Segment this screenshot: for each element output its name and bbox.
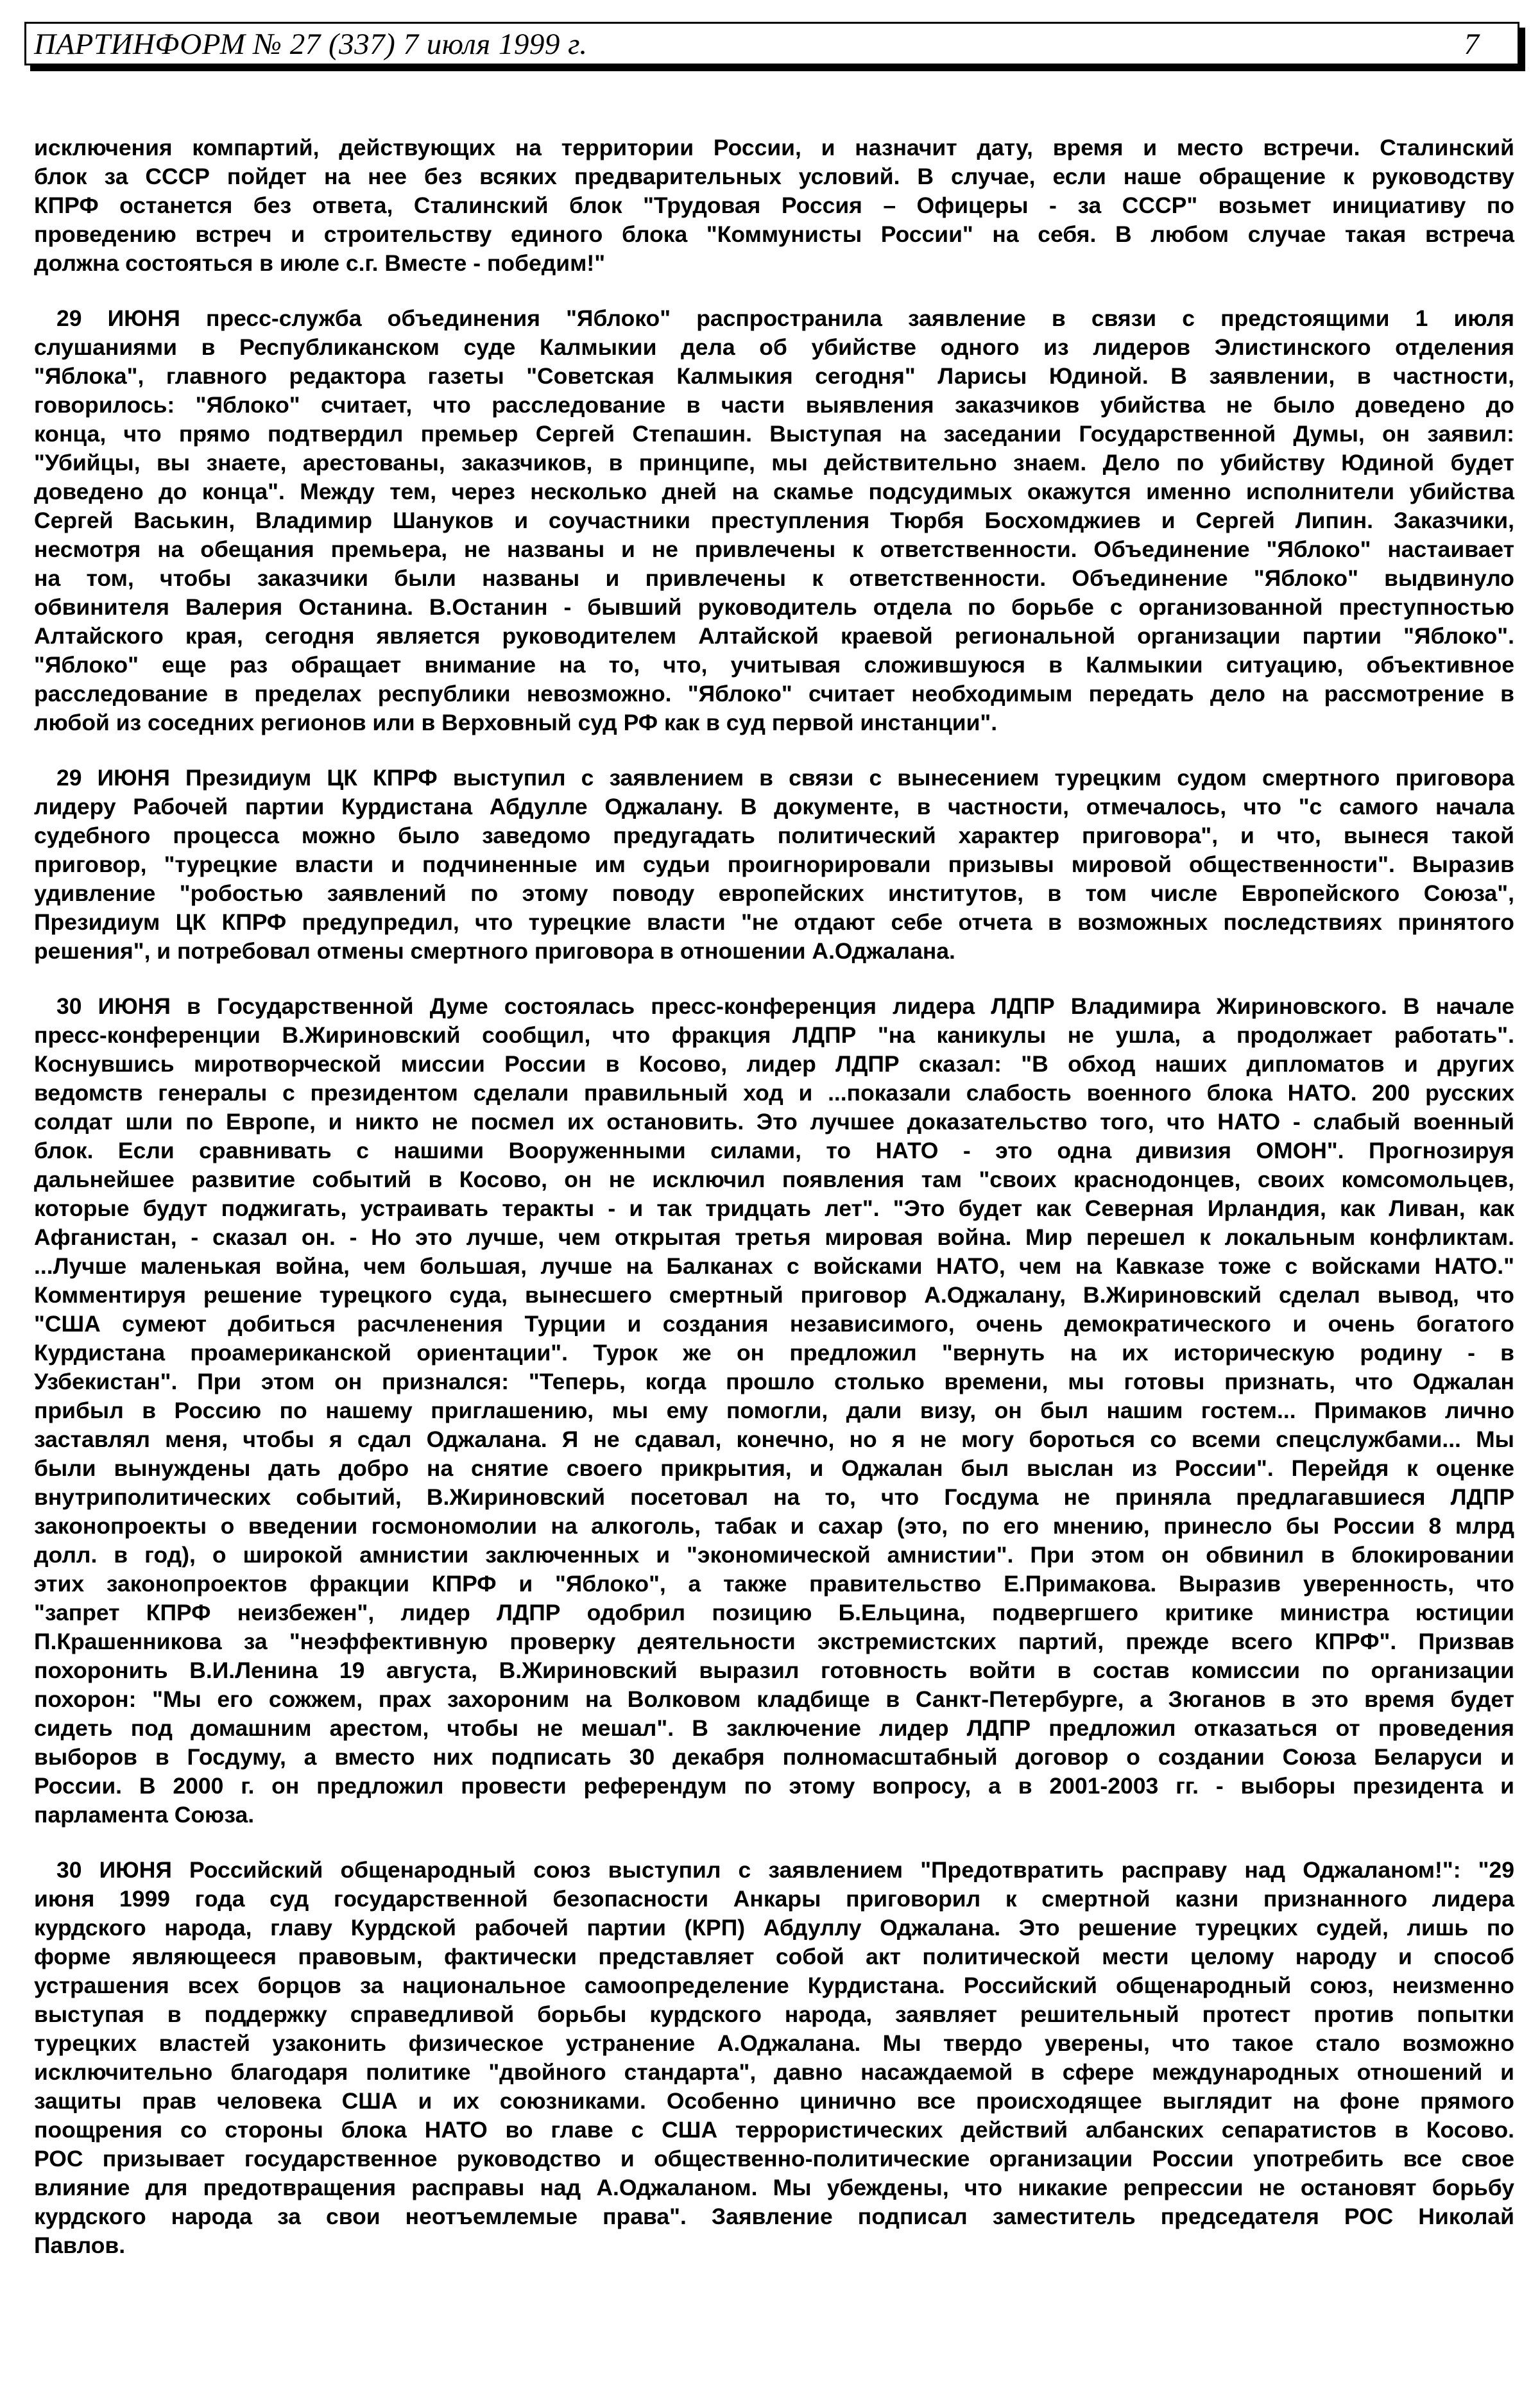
text-line: конца, что прямо подтвердил премьер Сергей Степашин. Выступая на заседании Государственной Думы, он заявил:: [34, 421, 1514, 447]
text-line: похорон: "Мы его сожжем, прах захороним на Волковом кладбище в Санкт-Петербурге, а Зюганов в это время будет: [34, 1686, 1514, 1712]
text-line: 30 ИЮНЯ Российский общенародный союз выступил с заявлением "Предотвратить расправу над Оджаланом!": "29: [56, 1857, 1514, 1883]
text-line: долл. в год), о широкой амнистии заключенных и "экономической амнистии". При этом он обвинил в блокировании: [34, 1542, 1514, 1568]
text-line: Коснувшись миротворческой миссии России в Косово, лидер ЛДПР сказал: "В обход наших дипломатов и других: [34, 1051, 1514, 1077]
text-line: блок за СССР пойдет на нее без всяких предварительных условий. В случае, если наше обращение к руководству: [34, 164, 1514, 189]
text-line: турецких властей узаконить физическое устранение А.Оджалана. Мы твердо уверены, что такое стало возможно: [34, 2030, 1514, 2056]
text-line: заставлял меня, чтобы я сдал Оджалана. Я не сдавал, конечно, но я не могу бороться со всеми спецслужбами... Мы: [34, 1427, 1514, 1452]
text-line: похоронить В.И.Ленина 19 августа, В.Жириновский выразил готовность войти в состав комиссии по организации: [34, 1658, 1514, 1683]
text-line: обвинителя Валерия Останина. В.Останин - бывший руководитель отдела по борьбе с организованной преступностью: [34, 594, 1514, 620]
text-line: солдат шли по Европе, и никто не посмел их остановить. Это лучшее доказательство того, что НАТО - слабый военный: [34, 1109, 1514, 1135]
text-line: любой из соседних регионов или в Верховный суд РФ как в суд первой инстанции".: [34, 710, 998, 735]
text-line: приговор, "турецкие власти и подчиненные им судьи проигнорировали призывы мировой общественности". Выразив: [34, 852, 1514, 877]
text-line: июня 1999 года суд государственной безопасности Анкары приговорил к смертной казни признанного лидера: [34, 1886, 1514, 1912]
text-line: выступая в поддержку справедливой борьбы курдского народа, заявляет решительный протест против попытки: [34, 2001, 1514, 2027]
text-line: внутриполитических событий, В.Жириновский посетовал на то, что Госдума не приняла предлагавшиеся ЛДПР: [34, 1484, 1514, 1510]
text-line: на том, чтобы заказчики были названы и привлечены к ответственности. Объединение "Яблоко" выдвинуло: [34, 565, 1514, 591]
text-line: блок. Если сравнивать с нашими Вооруженными силами, то НАТО - это одна дивизия ОМОН". Прогнозируя: [34, 1138, 1514, 1163]
page-header: [24, 22, 1519, 65]
text-line: Президиум ЦК КПРФ предупредил, что турецкие власти "не отдают себе отчета в возможных последствиях принятого: [34, 909, 1514, 935]
text-line: доведено до конца". Между тем, через несколько дней на скамье подсудимых окажутся именно исполнители убийства: [34, 479, 1514, 504]
text-line: 30 ИЮНЯ в Государственной Думе состоялась пресс-конференция лидера ЛДПР Владимира Жириновского. В начале: [56, 993, 1514, 1019]
text-line: лидеру Рабочей партии Курдистана Абдулле Оджалану. В документе, в частности, отмечалось, что "с самого начала: [34, 794, 1514, 819]
text-line: прибыл в Россию по нашему приглашению, мы ему помогли, дали визу, он был нашим гостем... Примаков лично: [34, 1398, 1514, 1423]
text-line: 29 ИЮНЯ Президиум ЦК КПРФ выступил с заявлением в связи с вынесением турецким судом смертного приговора: [56, 765, 1514, 791]
text-line: Алтайского края, сегодня является руководителем Алтайской краевой региональной организации партии "Яблоко".: [34, 623, 1514, 649]
text-line: должна состояться в июле с.г. Вместе - победим!": [34, 250, 606, 276]
text-line: дальнейшее развитие событий в Косово, он не исключил появления там "своих краснодонцев, своих комсомольцев,: [34, 1167, 1514, 1192]
text-line: говорилось: "Яблоко" считает, что расследование в части выявления заказчиков убийства не было доведено до: [34, 392, 1514, 418]
text-line: были вынуждены дать добро на снятие своего прикрытия, и Оджалан был выслан из России". Перейдя к оценке: [34, 1455, 1514, 1481]
article-body: [34, 133, 1514, 2286]
text-line: П.Крашенникова за "неэффективную проверку деятельности экстремистских партий, прежде всего КПРФ". Призвав: [34, 1629, 1514, 1654]
text-line: курдского народа за свои неотъемлемые права". Заявление подписал заместитель председателя РОС Николай: [34, 2204, 1514, 2229]
text-line: пресс-конференции В.Жириновский сообщил, что фракция ЛДПР "на каникулы не ушла, а продолжает работать".: [34, 1022, 1514, 1048]
text-line: которые будут поджигать, устраивать теракты - и так тридцать лет". "Это будет как Северная Ирландия, как Ливан, как: [34, 1195, 1514, 1221]
text-line: Павлов.: [34, 2232, 126, 2258]
text-line: курдского народа, главу Курдской рабочей партии (КРП) Абдуллу Оджалана. Это решение турецких судей, лишь по: [34, 1915, 1514, 1941]
text-line: этих законопроектов фракции КПРФ и "Яблоко", а также правительство Е.Примакова. Выразив уверенность, что: [34, 1571, 1514, 1597]
text-line: парламента Союза.: [34, 1802, 255, 1828]
news-paragraph: [34, 133, 1514, 278]
text-line: форме являющееся правовым, фактически представляет собой акт политической мести целому народу и способ: [34, 1944, 1514, 1969]
text-line: судебного процесса можно было заведомо предугадать политический характер приговора", и что, вынеся такой: [34, 823, 1514, 848]
text-line: Сергей Васькин, Владимир Шануков и соучастники преступления Тюрбя Босхомджиев и Сергей Липин. Заказчики,: [34, 508, 1514, 533]
text-line: исключительно благодаря политике "двойного стандарта", давно насаждаемой в сфере международных отношений и: [34, 2059, 1514, 2085]
text-line: Курдистана проамериканской ориентации". Турок же он предложил "вернуть на их историческую родину - в: [34, 1340, 1514, 1366]
text-line: решения", и потребовал отмены смертного приговора в отношении А.Оджалана.: [34, 938, 955, 964]
text-line: сидеть под домашним арестом, чтобы не мешал". В заключение лидер ЛДПР предложил отказаться от проведения: [34, 1715, 1514, 1741]
text-line: КПРФ останется без ответа, Сталинский блок "Трудовая Россия – Офицеры - за СССР" возьмет инициативу по: [34, 193, 1514, 218]
news-paragraph: [34, 304, 1514, 737]
text-line: Комментируя решение турецкого суда, вынесшего смертный приговор А.Оджалану, В.Жириновский сделал вывод, что: [34, 1282, 1514, 1308]
text-line: "США сумеют добиться расчленения Турции и создания независимого, очень демократического и очень богатого: [34, 1311, 1514, 1337]
text-line: Афганистан, - сказал он. - Но это лучше, чем открытая третья мировая война. Мир перешел к локальным конфликтам.: [34, 1224, 1514, 1250]
text-line: поощрения со стороны блока НАТО во главе с США террористических действий албанских сепаратистов в Косово.: [34, 2117, 1514, 2143]
page-number: 7: [1464, 28, 1479, 61]
text-line: 29 ИЮНЯ пресс-служба объединения "Яблоко" распространила заявление в связи с предстоящими 1 июля: [56, 305, 1514, 331]
text-line: выборов в Госдуму, а вместо них подписать 30 декабря полномасштабный договор о создании Союза Беларуси и: [34, 1744, 1514, 1770]
text-line: расследование в пределах республики невозможно. "Яблоко" считает необходимым передать дело на рассмотрение в: [34, 681, 1514, 707]
text-line: несмотря на обещания премьера, не названы и не привлечены к ответственности. Объединение "Яблоко" настаивает: [34, 536, 1514, 562]
text-line: исключения компартий, действующих на территории России, и назначит дату, время и место встречи. Сталинский: [34, 135, 1514, 160]
text-line: "Убийцы, вы знаете, арестованы, заказчиков, в принципе, мы действительно знаем. Дело по убийству Юдиной будет: [34, 450, 1514, 476]
news-paragraph: [34, 764, 1514, 966]
text-line: "Яблока", главного редактора газеты "Советская Калмыкия сегодня" Ларисы Юдиной. В заявлении, в частности,: [34, 363, 1514, 389]
news-paragraph: [34, 992, 1514, 1829]
text-line: "запрет КПРФ неизбежен", лидер ЛДПР одобрил позицию Б.Ельцина, подвергшего критике министра юстиции: [34, 1600, 1514, 1625]
text-line: защиты прав человека США и их союзниками. Особенно цинично все происходящее выглядит на фоне прямого: [34, 2088, 1514, 2114]
news-paragraph: [34, 1856, 1514, 2260]
text-line: законопроекты о введении госмономолии на алкоголь, табак и сахар (это, по его мнению, принесло бы России 8 млрд: [34, 1513, 1514, 1539]
publication-title: ПАРТИНФОРМ № 27 (337) 7 июля 1999 г.: [34, 28, 588, 61]
text-line: РОС призывает государственное руководство и общественно-политические организации России употребить все свое: [34, 2146, 1514, 2172]
text-line: удивление "робостью заявлений по этому поводу европейских институтов, в том числе Европейского Союза",: [34, 880, 1514, 906]
text-line: ...Лучше маленькая война, чем большая, лучше на Балканах с войсками НАТО, чем на Кавказе тоже с войсками НАТО.": [34, 1253, 1514, 1279]
text-line: ведомств генералы с президентом сделали правильный ход и ...показали слабость военного блока НАТО. 200 русских: [34, 1080, 1514, 1106]
text-line: влияние для предотвращения расправы над А.Оджаланом. Мы убеждены, что никакие репрессии не остановят борьбу: [34, 2175, 1514, 2200]
text-line: устрашения всех борцов за национальное самоопределение Курдистана. Российский общенародный союз, неизменно: [34, 1973, 1514, 1998]
text-line: слушаниями в Республиканском суде Калмыкии дела об убийстве одного из лидеров Элистинского отделения: [34, 334, 1514, 360]
text-line: проведению встреч и строительству единого блока "Коммунисты России" на себя. В любом случае такая встреча: [34, 221, 1514, 247]
text-line: Узбекистан". При этом он признался: "Теперь, когда прошло столько времени, мы готовы признать, что Оджалан: [34, 1369, 1514, 1394]
text-line: России. В 2000 г. он предложил провести референдум по этому вопросу, а в 2001-2003 гг. - выборы президента и: [34, 1773, 1514, 1799]
text-line: "Яблоко" еще раз обращает внимание на то, что, учитывая сложившуюся в Калмыкии ситуацию, объективное: [34, 652, 1514, 678]
